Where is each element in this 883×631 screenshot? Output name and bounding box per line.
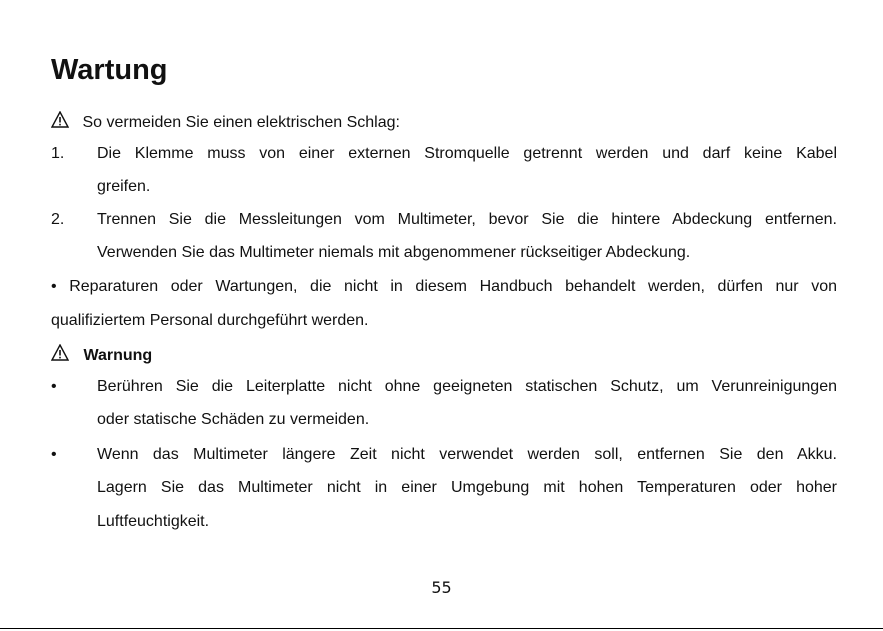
bullet-symbol: • bbox=[51, 378, 57, 395]
item-number: 2. bbox=[51, 211, 65, 228]
warning-heading: Warnung bbox=[83, 347, 153, 364]
repair-note-line: qualifiziertem Personal durchgeführt werden. bbox=[51, 312, 369, 329]
shock-heading: So vermeiden Sie einen elektrischen Schlag: bbox=[82, 114, 400, 131]
item-text-line: Verwenden Sie das Multimeter niemals mit abgenommener rückseitiger Abdeckung. bbox=[97, 244, 691, 261]
item-number: 1. bbox=[51, 145, 65, 162]
repair-note-line: • Reparaturen oder Wartungen, die nicht in diesem Handbuch behandelt werden, dürfen nur von bbox=[51, 278, 837, 295]
item-text-line: Trennen Sie die Messleitungen vom Multimeter, bevor Sie die hintere Abdeckung entfernen. bbox=[97, 211, 837, 228]
item-text-line: greifen. bbox=[97, 178, 151, 195]
bottom-rule bbox=[0, 628, 883, 629]
bullet-text-line: Luftfeuchtigkeit. bbox=[97, 513, 210, 530]
bullet-symbol: • bbox=[51, 446, 57, 463]
page-title: Wartung bbox=[51, 54, 168, 86]
warning-heading-row bbox=[51, 344, 837, 366]
bullet-text-line: oder statische Schäden zu vermeiden. bbox=[97, 411, 370, 428]
page-number: 55 bbox=[431, 578, 452, 597]
warning-triangle-icon bbox=[51, 111, 69, 128]
item-text-line: Die Klemme muss von einer externen Stromquelle getrennt werden und darf keine Kabel bbox=[97, 145, 837, 162]
bullet-text-line: Berühren Sie die Leiterplatte nicht ohne geeigneten statischen Schutz, um Verunreinigungen bbox=[97, 378, 837, 395]
warning-triangle-icon bbox=[51, 344, 69, 361]
bullet-text-line: Wenn das Multimeter längere Zeit nicht verwendet werden soll, entfernen Sie den Akku. bbox=[97, 446, 837, 463]
bullet-text-line: Lagern Sie das Multimeter nicht in einer Umgebung mit hohen Temperaturen oder hoher bbox=[97, 479, 837, 496]
shock-heading-row bbox=[51, 111, 837, 133]
